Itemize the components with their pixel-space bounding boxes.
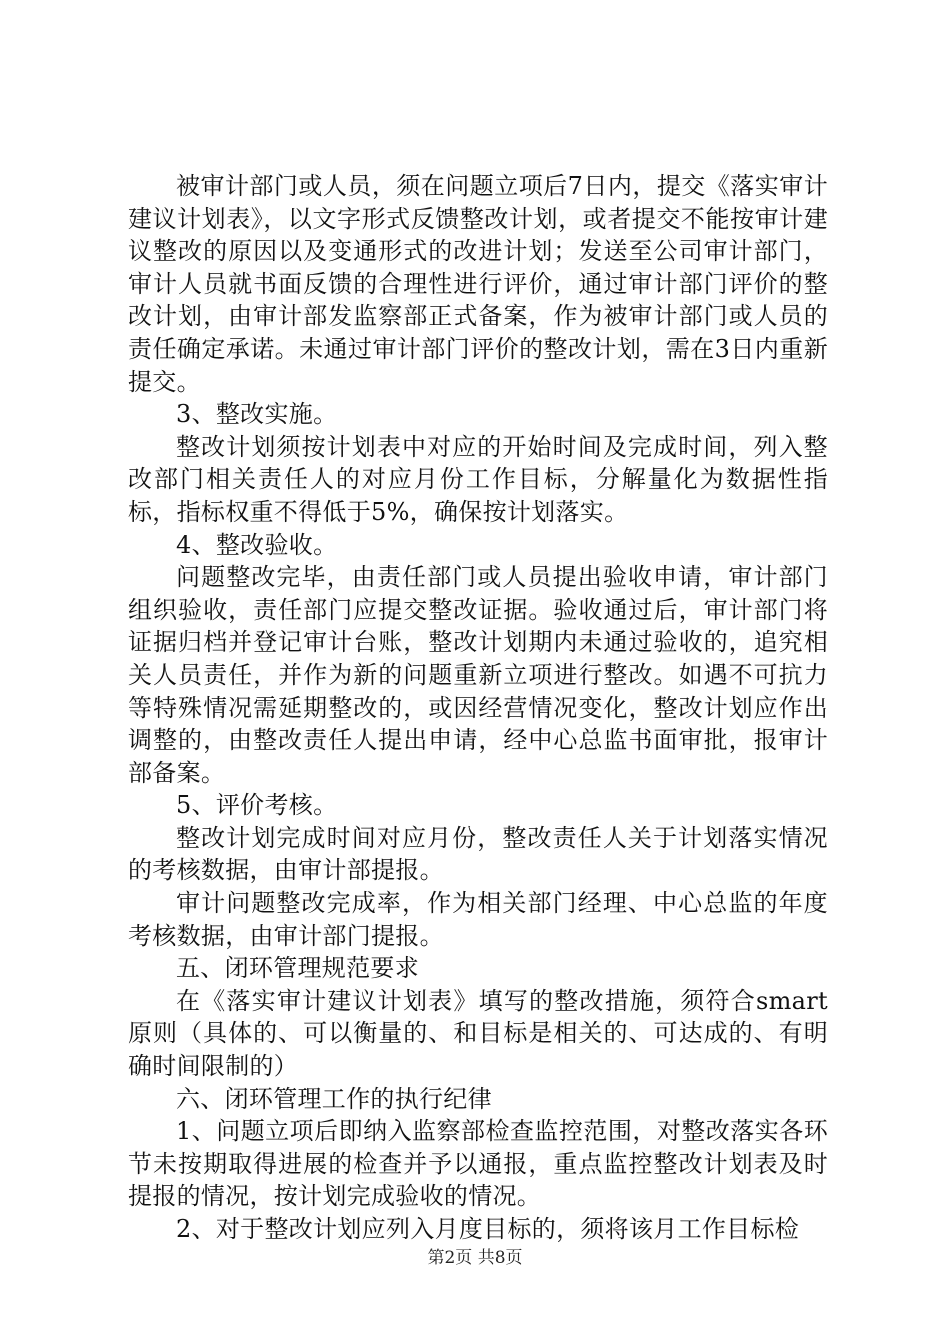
paragraph-implementation: 整改计划须按计划表中对应的开始时间及完成时间，列入整改部门相关责任人的对应月份工作目标，分解量化为数据性指标，指标权重不得低于5%，确保按计划落实。 — [128, 432, 828, 526]
heading-implementation: 3、整改实施。 — [176, 400, 338, 429]
paragraph-evaluation-1: 整改计划完成时间对应月份，整改责任人关于计划落实情况的考核数据，由审计部提报。 — [128, 823, 828, 885]
document-body — [128, 170, 828, 1246]
paragraph-submit-plan: 被审计部门或人员，须在问题立项后7日内，提交《落实审计建议计划表》，以文字形式反馈整改计划，或者提交不能按审计建议整改的原因以及变通形式的改进计划；发送至公司审计部门，审计人员就书面反馈的合理性进行评价，通过审计部门评价的整改计划，由审计部发监察部正式备案，作为被审计部门或人员的责任确定承诺。未通过审计部门评价的整改计划，需在3日内重新提交。 — [128, 172, 828, 396]
page-footer: 第2页 共8页 — [427, 1248, 523, 1268]
heading-section-five: 五、闭环管理规范要求 — [176, 954, 419, 983]
heading-section-six: 六、闭环管理工作的执行纪律 — [176, 1084, 492, 1113]
paragraph-discipline-1: 1、问题立项后即纳入监察部检查监控范围，对整改落实各环节未按期取得进展的检查并予以通报，重点监控整改计划表及时提报的情况，按计划完成验收的情况。 — [128, 1117, 828, 1211]
heading-evaluation: 5、评价考核。 — [176, 791, 338, 820]
paragraph-evaluation-2: 审计问题整改完成率，作为相关部门经理、中心总监的年度考核数据，由审计部门提报。 — [128, 889, 828, 950]
paragraph-acceptance: 问题整改完毕，由责任部门或人员提出验收申请，审计部门组织验收，责任部门应提交整改证据。验收通过后，审计部门将证据归档并登记审计台账，整改计划期内未通过验收的，追究相关人员责任，并作为新的问题重新立项进行整改。如遇不可抗力等特殊情况需延期整改的，或因经营情况变化，整改计划应作出调整的，由整改责任人提出申请，经中心总监书面审批，报审计部备案。 — [128, 563, 828, 787]
paragraph-discipline-2: 2、对于整改计划应列入月度目标的，须将该月工作目标检 — [176, 1215, 800, 1243]
heading-acceptance: 4、整改验收。 — [176, 530, 338, 559]
paragraph-smart: 在《落实审计建议计划表》填写的整改措施，须符合smart原则（具体的、可以衡量的、和目标是相关的、可达成的、有明确时间限制的） — [128, 986, 828, 1081]
